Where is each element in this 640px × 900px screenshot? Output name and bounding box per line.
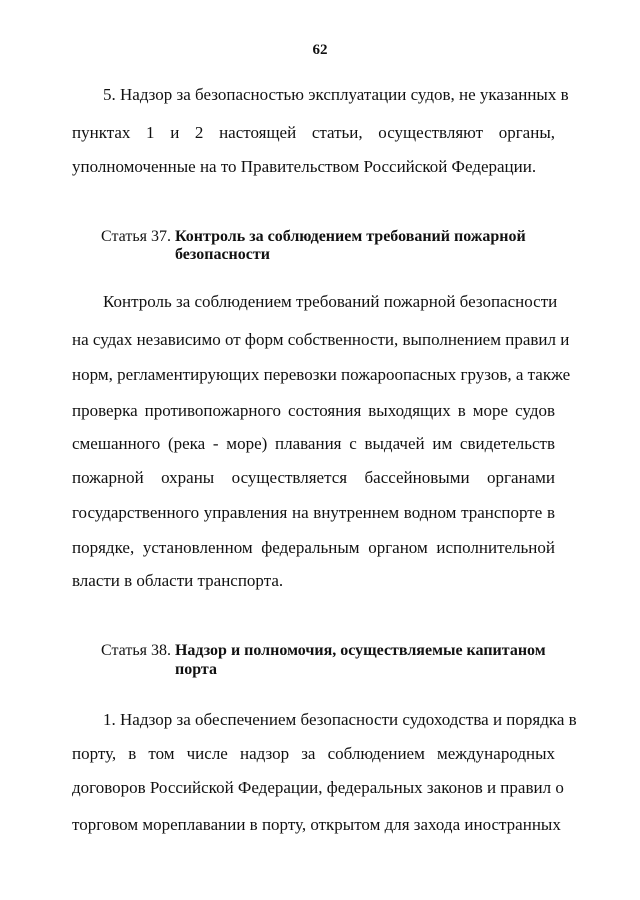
paragraph-line: смешанного (река - море) плавания с выдачей им свидетельств [72, 434, 555, 453]
paragraph-line: норм, регламентирующих перевозки пожароопасных грузов, а также [72, 365, 571, 384]
paragraph-line: государственного управления на внутреннем водном транспорте в [72, 503, 555, 522]
paragraph-line: 5. Надзор за безопасностью эксплуатации судов, не указанных в [103, 85, 569, 104]
article-title: Контроль за соблюдением требований пожарной [174, 228, 526, 245]
paragraph-line: Контроль за соблюдением требований пожарной безопасности [103, 292, 558, 311]
article-heading [101, 227, 526, 247]
paragraph-line: договоров Российской Федерации, федеральных законов и правил о [72, 778, 564, 797]
paragraph-line: проверка противопожарного состояния выходящих в море судов [72, 401, 555, 420]
article-number: Статья 37. [101, 228, 171, 245]
article-title: Надзор и полномочия, осуществляемые капитаном [174, 642, 546, 659]
article-title-continued: безопасности [175, 246, 270, 263]
paragraph-line: на судах независимо от форм собственности, выполнением правил и [72, 330, 570, 349]
paragraph-line: пожарной охраны осуществляется бассейновыми органами [72, 468, 555, 487]
paragraph-line: 1. Надзор за обеспечением безопасности судоходства и порядка в [103, 710, 577, 729]
paragraph-line: пунктах 1 и 2 настоящей статьи, осуществляют органы, [72, 123, 555, 142]
paragraph-line: торговом мореплавании в порту, открытом для захода иностранных [72, 815, 561, 834]
paragraph-line: власти в области транспорта. [72, 571, 284, 590]
article-heading [101, 641, 546, 661]
article-number: Статья 38. [101, 642, 171, 659]
paragraph-line: уполномоченные на то Правительством Российской Федерации. [72, 157, 537, 176]
paragraph-line: порядке, установленном федеральным органом исполнительной [72, 538, 555, 557]
paragraph-line: порту, в том числе надзор за соблюдением международных [72, 744, 555, 763]
article-title-continued: порта [175, 661, 217, 678]
page-number: 62 [312, 42, 328, 58]
